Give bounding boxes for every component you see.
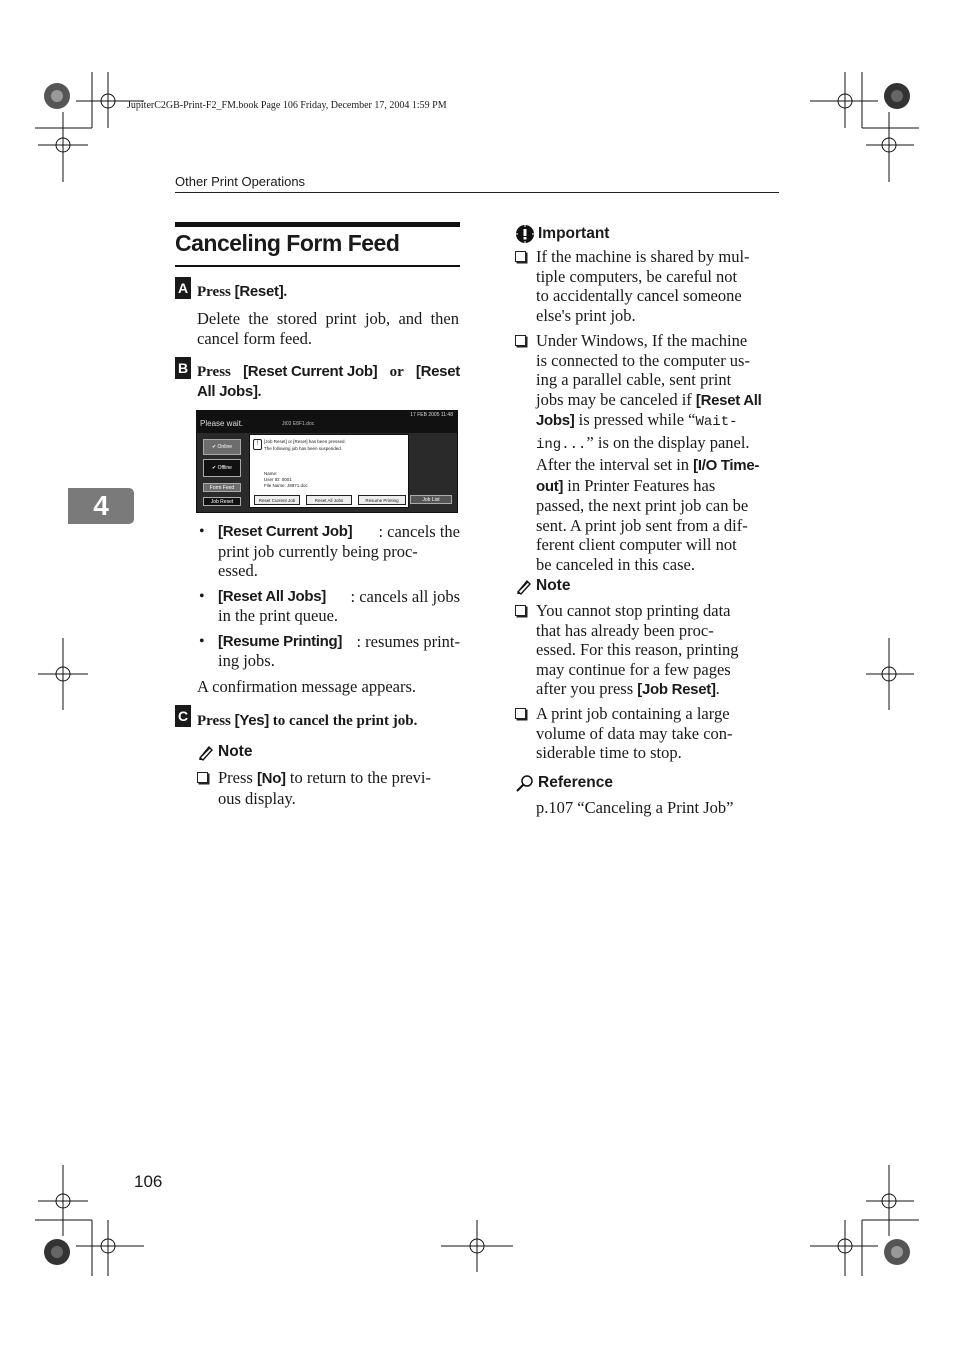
section-title: Canceling Form Feed: [175, 230, 400, 256]
screen-reset-all-jobs-button: Reset All Jobs: [306, 495, 352, 505]
magnifier-icon: [515, 774, 535, 792]
checkbox-icon: [515, 605, 526, 616]
screen-online-button: ✔ Online: [203, 439, 241, 455]
io-timeout-key: [I/O Time-: [693, 457, 760, 474]
reset-all-jobs-key: [Reset: [415, 363, 460, 380]
reference-heading: Reference: [515, 774, 613, 792]
no-key: [No]: [256, 770, 286, 787]
screen-header: Please wait. Jt03 E8F1.doc 17 FEB 2005 11:48: [197, 411, 457, 433]
screen-dialog: ! [Job Reset] or [Reset] has been pressed. The following job has been suspended. Name: User ID: 0001 File Name: J8871.doc Reset Current Job Reset All Jobs Resume Printing: [249, 434, 409, 508]
bullet-resume-printing: • [Resume Printing] : resumes print- ing jobs.: [199, 631, 460, 670]
step-2-text: Press [Reset Current Job] or [Reset All Jobs].: [197, 363, 460, 400]
section-rule: [175, 265, 460, 267]
checkbox-icon: [197, 772, 208, 783]
screen-reset-current-job-button: Reset Current Job: [254, 495, 300, 505]
screen-job-list-button: Job List: [410, 495, 452, 504]
job-reset-key: [Job Reset]: [637, 681, 716, 698]
page-number: 106: [134, 1172, 163, 1191]
chapter-tab: 4: [68, 488, 134, 524]
right-note-heading: Note: [515, 577, 570, 595]
screen-resume-printing-button: Resume Printing: [358, 495, 406, 505]
step-2-badge: B: [175, 357, 191, 379]
important-item-2: Under Windows, If the machine is connected to the computer us- ing a parallel cable, sent print jobs may be canceled if [Reset All Jobs] is pressed while “Wait- ing...” is on the display panel. After the interval set in [I/O Time- out] in Printer Features has passed, the next print job can be sent. A print job sent from a dif- ferent client computer will not be canceled in this case.: [515, 331, 779, 574]
checkbox-icon: [515, 708, 526, 719]
confirmation-text: A confirmation message appears.: [197, 677, 417, 696]
reference-text: p.107 “Canceling a Print Job”: [536, 798, 734, 817]
book-info: JupiterC2GB-Print-F2_FM.book Page 106 Friday, December 17, 2004 1:59 PM: [127, 100, 447, 111]
important-icon: [515, 224, 535, 244]
checkbox-icon: [515, 251, 526, 262]
bullet-reset-current-job: • [Reset Current Job] : cancels the print job currently being proc- essed.: [199, 522, 460, 580]
step-1-body: Delete the stored print job, and then cancel form feed.: [197, 309, 459, 348]
left-note-heading: Note: [197, 743, 252, 761]
header-rule: [175, 192, 779, 193]
step-1-badge: A: [175, 277, 191, 299]
important-item-1: If the machine is shared by mul- tiple computers, be careful not to accidentally cancel someone else's print job.: [515, 247, 779, 325]
running-header: Other Print Operations: [175, 174, 306, 189]
right-note-item-1: You cannot stop printing data that has already been proc- essed. For this reason, printing may continue for a few pages after you press [Job Reset].: [515, 601, 779, 700]
step-3-badge: C: [175, 705, 191, 727]
screen-jobreset-button: Job Reset: [203, 497, 241, 506]
bullet-list: [197, 522, 460, 671]
pencil-icon: [197, 744, 215, 761]
important-heading: Important: [515, 224, 609, 244]
bullet-reset-all-jobs: • [Reset All Jobs] : cancels all jobs in the print queue.: [199, 586, 460, 625]
screen-formfeed-button: Form Feed: [203, 483, 241, 492]
reset-current-job-key: [Reset Current Job]: [243, 363, 378, 380]
pencil-icon: [515, 578, 533, 595]
checkbox-icon: [515, 335, 526, 346]
section-bar: [175, 222, 460, 227]
reset-all-key: [Reset All: [695, 391, 762, 409]
yes-key: [Yes]: [234, 712, 269, 729]
screen-offline-button: ✔ Offline: [203, 459, 241, 477]
left-note-item: Press [No] to return to the previ- ous display.: [197, 768, 460, 808]
step-3-text: Press [Yes] to cancel the print job.: [197, 712, 418, 729]
panel-screenshot: [196, 410, 458, 513]
step-1-text: Press [Reset].: [197, 283, 288, 300]
right-note-item-2: A print job containing a large volume of data may take con- siderable time to stop.: [515, 704, 779, 763]
screen-warning-icon: !: [253, 439, 262, 450]
reset-key: [Reset]: [234, 283, 284, 300]
